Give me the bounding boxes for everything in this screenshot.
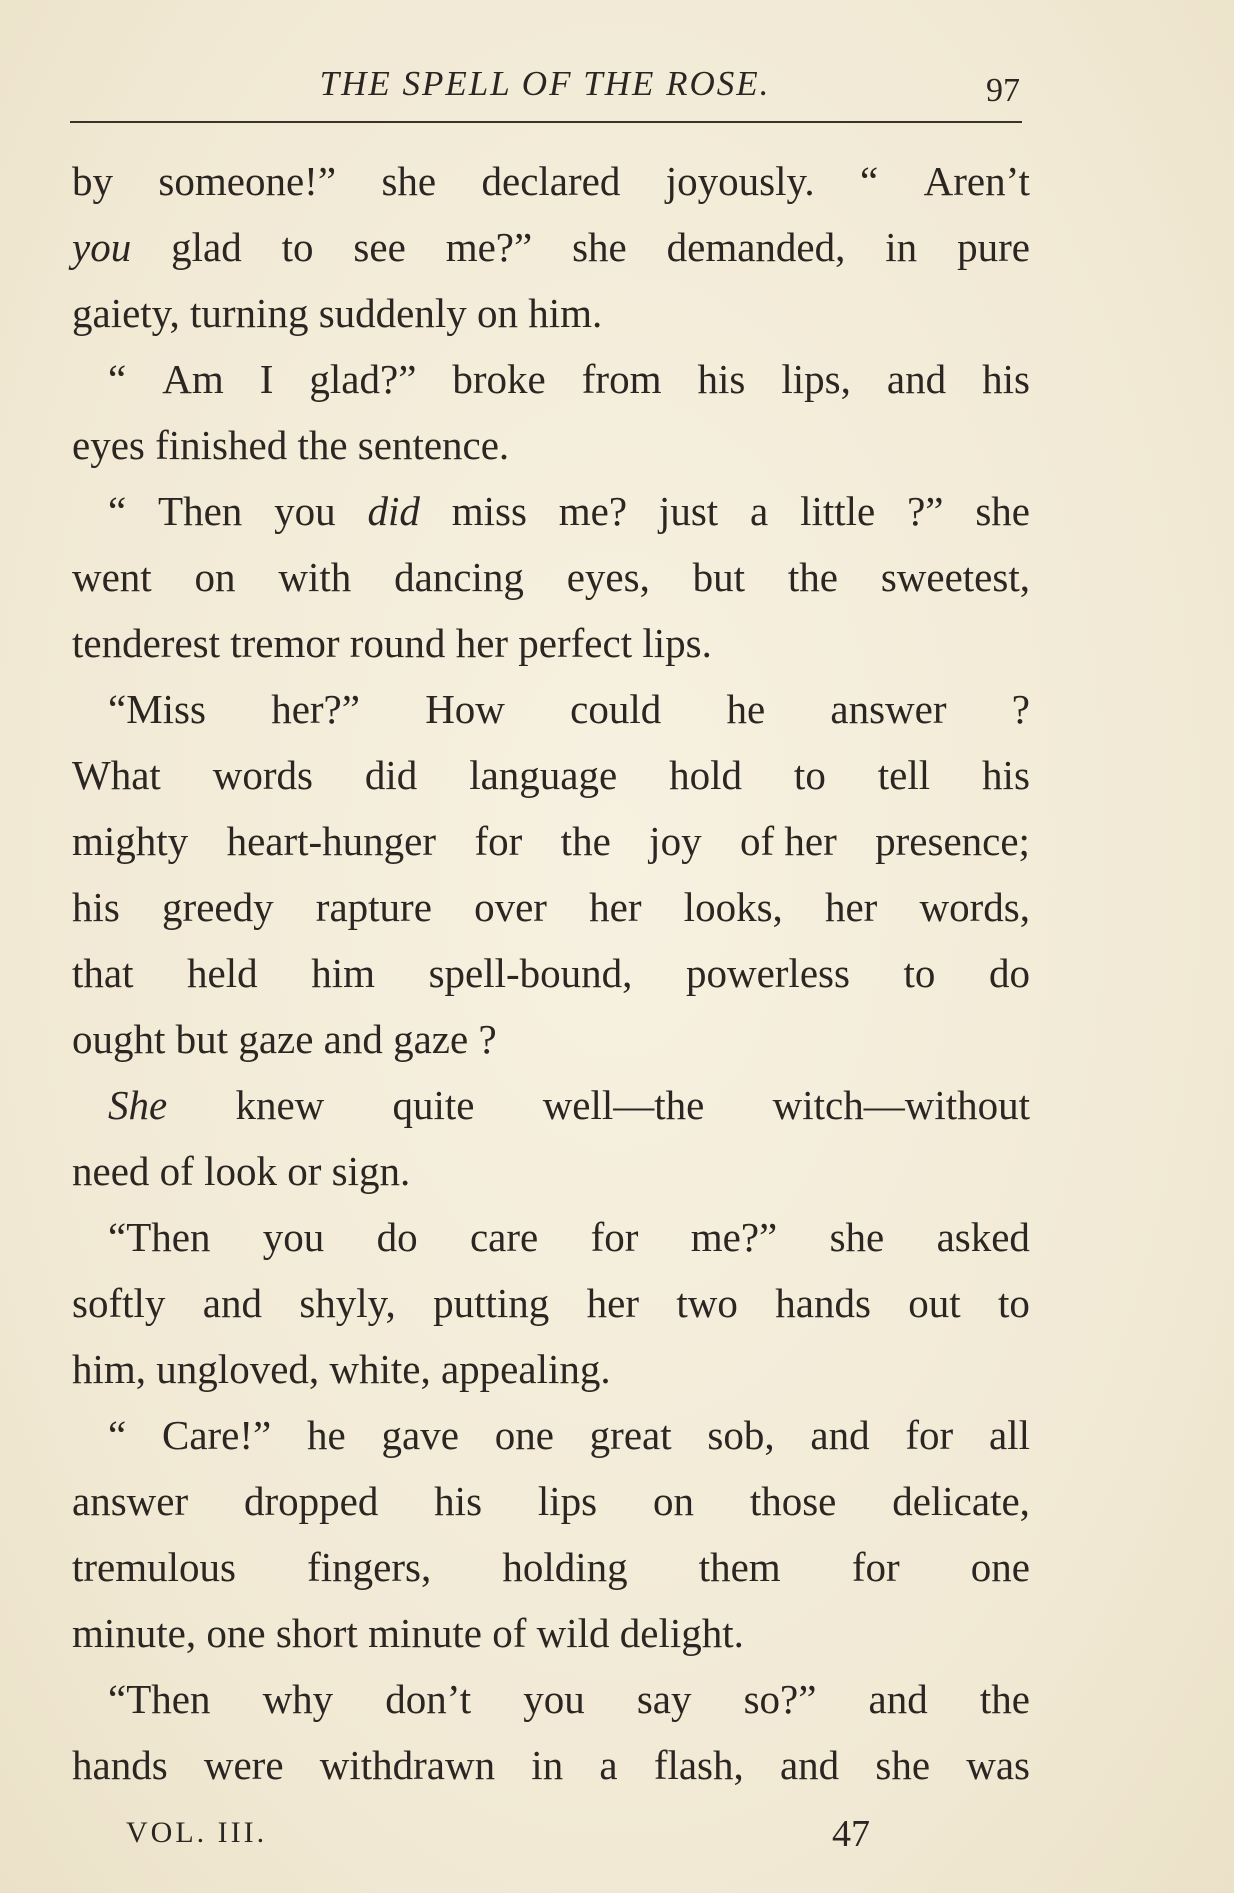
word: her [455, 620, 519, 666]
word: the [787, 554, 838, 600]
running-title: THE SPELL OF THE ROSE. [319, 64, 771, 103]
word: went [72, 554, 152, 600]
word: gaze [393, 1016, 479, 1062]
word: hold [669, 752, 742, 798]
text-line [72, 1600, 1030, 1666]
word: why [262, 1676, 334, 1722]
word: her [824, 884, 878, 930]
word: or [287, 1148, 332, 1194]
word: flash, [653, 1742, 744, 1788]
word: witch—without [772, 1082, 1030, 1128]
text-line [72, 874, 1030, 940]
word: ungloved, [156, 1346, 330, 1392]
word: Aren’t [923, 158, 1030, 204]
word: shyly, [299, 1280, 396, 1326]
word: she [975, 488, 1030, 534]
word: lips [537, 1478, 598, 1524]
word: lips, [781, 356, 851, 402]
word: words [212, 752, 313, 798]
text-line [72, 412, 1030, 478]
word: just [658, 488, 719, 534]
word: to [281, 224, 314, 270]
word: in [885, 224, 918, 270]
word: that [72, 950, 134, 996]
word: the [560, 818, 611, 864]
volume-signature: VOL. III. [126, 1816, 268, 1849]
word: “Then [108, 1214, 211, 1260]
word: was [966, 1742, 1030, 1788]
word: minute [368, 1610, 493, 1656]
word: joyously. [665, 158, 815, 204]
word: them [698, 1544, 781, 1590]
signature-number: 47 [832, 1813, 870, 1855]
page-number: 97 [986, 72, 1020, 109]
word: one [494, 1412, 554, 1458]
word: do [376, 1214, 418, 1260]
word: and [779, 1742, 840, 1788]
word: softly [72, 1280, 166, 1326]
word: sentence. [357, 422, 510, 468]
header-rule [70, 121, 1022, 123]
word: quite [392, 1082, 475, 1128]
text-line [72, 214, 1030, 280]
word: dropped [243, 1478, 379, 1524]
word: the [297, 422, 358, 468]
word: over [474, 884, 547, 930]
text-line [72, 1666, 1030, 1732]
word: Then [158, 488, 243, 534]
word: words, [919, 884, 1030, 930]
word: and [810, 1412, 870, 1458]
word: ? [478, 1016, 497, 1062]
word: gaze [238, 1016, 324, 1062]
word: were [203, 1742, 284, 1788]
text-line [72, 1138, 1030, 1204]
word: he [726, 686, 766, 732]
word: and [868, 1676, 928, 1722]
word: declared [481, 158, 621, 204]
word: in [531, 1742, 564, 1788]
word: need [72, 1148, 160, 1194]
word: mighty [72, 818, 189, 864]
word: on [194, 554, 236, 600]
word: she [572, 224, 627, 270]
word: perfect [518, 620, 643, 666]
body-text [72, 148, 1030, 1798]
word: “ [108, 1412, 127, 1458]
word: tell [877, 752, 931, 798]
word: his [982, 356, 1030, 402]
word: glad [171, 224, 242, 270]
text-line [72, 544, 1030, 610]
word: What [72, 752, 161, 798]
word: She [108, 1082, 168, 1128]
text-line [72, 1270, 1030, 1336]
text-line [72, 808, 1030, 874]
word: on [477, 290, 529, 336]
word: a [599, 1742, 618, 1788]
word: looks, [683, 884, 783, 930]
word: from [581, 356, 662, 402]
text-line [72, 742, 1030, 808]
word: him. [528, 290, 603, 336]
word: “Miss [108, 686, 206, 732]
word: asked [936, 1214, 1030, 1260]
word: his [982, 752, 1030, 798]
word: and [202, 1280, 262, 1326]
word: finished [155, 422, 298, 468]
word: delicate, [892, 1478, 1030, 1524]
word: with [278, 554, 352, 600]
word: fingers, [307, 1544, 432, 1590]
word: she [829, 1214, 885, 1260]
word: hands [775, 1280, 871, 1326]
word: tenderest [72, 620, 231, 666]
word: sob, [707, 1412, 775, 1458]
word: powerless [685, 950, 850, 996]
word: tremulous [72, 1544, 236, 1590]
word: one [970, 1544, 1030, 1590]
word: on [652, 1478, 694, 1524]
text-line [72, 346, 1030, 412]
page-footer [126, 1812, 886, 1862]
word: could [570, 686, 662, 732]
text-line [72, 1204, 1030, 1270]
word: presence; [875, 818, 1030, 864]
word: “Then [108, 1676, 211, 1722]
text-line [72, 610, 1030, 676]
word: turning [190, 290, 319, 336]
word: to [998, 1280, 1030, 1326]
text-line [72, 1072, 1030, 1138]
word: round [349, 620, 456, 666]
word: and [886, 356, 947, 402]
word: putting [433, 1280, 550, 1326]
word: him, [72, 1346, 157, 1392]
word: I [259, 356, 274, 402]
word: hands [72, 1742, 168, 1788]
word: you [72, 224, 132, 270]
text-line [72, 676, 1030, 742]
word: answer [72, 1478, 189, 1524]
word: him [311, 950, 375, 996]
word: her [589, 884, 642, 930]
word: ought [72, 1016, 176, 1062]
word: her [586, 1280, 640, 1326]
running-head [70, 58, 1020, 110]
word: little [800, 488, 876, 534]
word: gaiety, [72, 290, 191, 336]
word: sign. [331, 1148, 411, 1194]
word: for [851, 1544, 900, 1590]
word: me?” [445, 224, 533, 270]
text-line [72, 1402, 1030, 1468]
word: white, [329, 1346, 441, 1392]
word: for [590, 1214, 639, 1260]
word: sweetest, [880, 554, 1030, 600]
word: dancing [394, 554, 524, 600]
word: by [72, 158, 113, 204]
word: heart-hunger [226, 818, 437, 864]
text-line [72, 148, 1030, 214]
word: of her [739, 818, 837, 864]
word: How [425, 686, 505, 732]
word: so?” [743, 1676, 817, 1722]
word: but [692, 554, 746, 600]
word: her?” [271, 686, 360, 732]
text-line [72, 280, 1030, 346]
word: those [749, 1478, 837, 1524]
word: answer [830, 686, 947, 732]
word: for [905, 1412, 954, 1458]
word: do [988, 950, 1030, 996]
word: rapture [315, 884, 432, 930]
word: short [275, 1610, 369, 1656]
text-line [72, 478, 1030, 544]
word: his [434, 1478, 483, 1524]
word: two [676, 1280, 738, 1326]
word: don’t [385, 1676, 472, 1722]
word: his [72, 884, 120, 930]
word: greedy [162, 884, 274, 930]
word: broke [452, 356, 546, 402]
word: joy [649, 818, 702, 864]
word: glad?” [309, 356, 417, 402]
word: his [697, 356, 746, 402]
word: did [367, 488, 420, 534]
word: knew [235, 1082, 325, 1128]
word: care [469, 1214, 539, 1260]
word: someone!” [158, 158, 337, 204]
word: me? [558, 488, 628, 534]
word: Care!” [161, 1412, 272, 1458]
word: all [988, 1412, 1030, 1458]
word: the [979, 1676, 1030, 1722]
text-line [72, 1534, 1030, 1600]
word: “ [108, 488, 127, 534]
text-line [72, 1468, 1030, 1534]
word: Am [162, 356, 224, 402]
word: you [262, 1214, 325, 1260]
text-line [72, 1732, 1030, 1798]
word: look [204, 1148, 288, 1194]
word: a [750, 488, 769, 534]
word: one [206, 1610, 276, 1656]
word: appealing. [440, 1346, 611, 1392]
word: of [159, 1148, 205, 1194]
word: spell-bound, [428, 950, 633, 996]
word: of [492, 1610, 537, 1656]
word: but [175, 1016, 239, 1062]
word: well—the [542, 1082, 705, 1128]
text-line [72, 1336, 1030, 1402]
word: “ [860, 158, 879, 204]
word: to [903, 950, 936, 996]
word: lips. [642, 620, 712, 666]
word: suddenly [318, 290, 477, 336]
word: say [636, 1676, 692, 1722]
word: you [274, 488, 336, 534]
word: tremor [230, 620, 350, 666]
word: for [474, 818, 523, 864]
word: she [875, 1742, 931, 1788]
text-line [72, 940, 1030, 1006]
word: pure [957, 224, 1030, 270]
word: to [793, 752, 826, 798]
word: see [353, 224, 406, 270]
word: minute, [72, 1610, 207, 1656]
text-line [72, 1006, 1030, 1072]
word: demanded, [666, 224, 846, 270]
word: wild [536, 1610, 620, 1656]
word: “ [108, 356, 127, 402]
word: ? [1011, 686, 1030, 732]
word: he [307, 1412, 346, 1458]
word: and [323, 1016, 394, 1062]
word: delight. [619, 1610, 744, 1656]
word: she [381, 158, 437, 204]
word: holding [502, 1544, 628, 1590]
word: language [469, 752, 618, 798]
word: withdrawn [319, 1742, 496, 1788]
word: held [187, 950, 258, 996]
word: eyes [72, 422, 156, 468]
word: did [364, 752, 418, 798]
word: ?” [907, 488, 944, 534]
word: out [908, 1280, 961, 1326]
word: eyes, [566, 554, 650, 600]
word: miss [451, 488, 527, 534]
word: great [589, 1412, 672, 1458]
word: you [523, 1676, 585, 1722]
word: gave [381, 1412, 459, 1458]
word: me?” [690, 1214, 778, 1260]
